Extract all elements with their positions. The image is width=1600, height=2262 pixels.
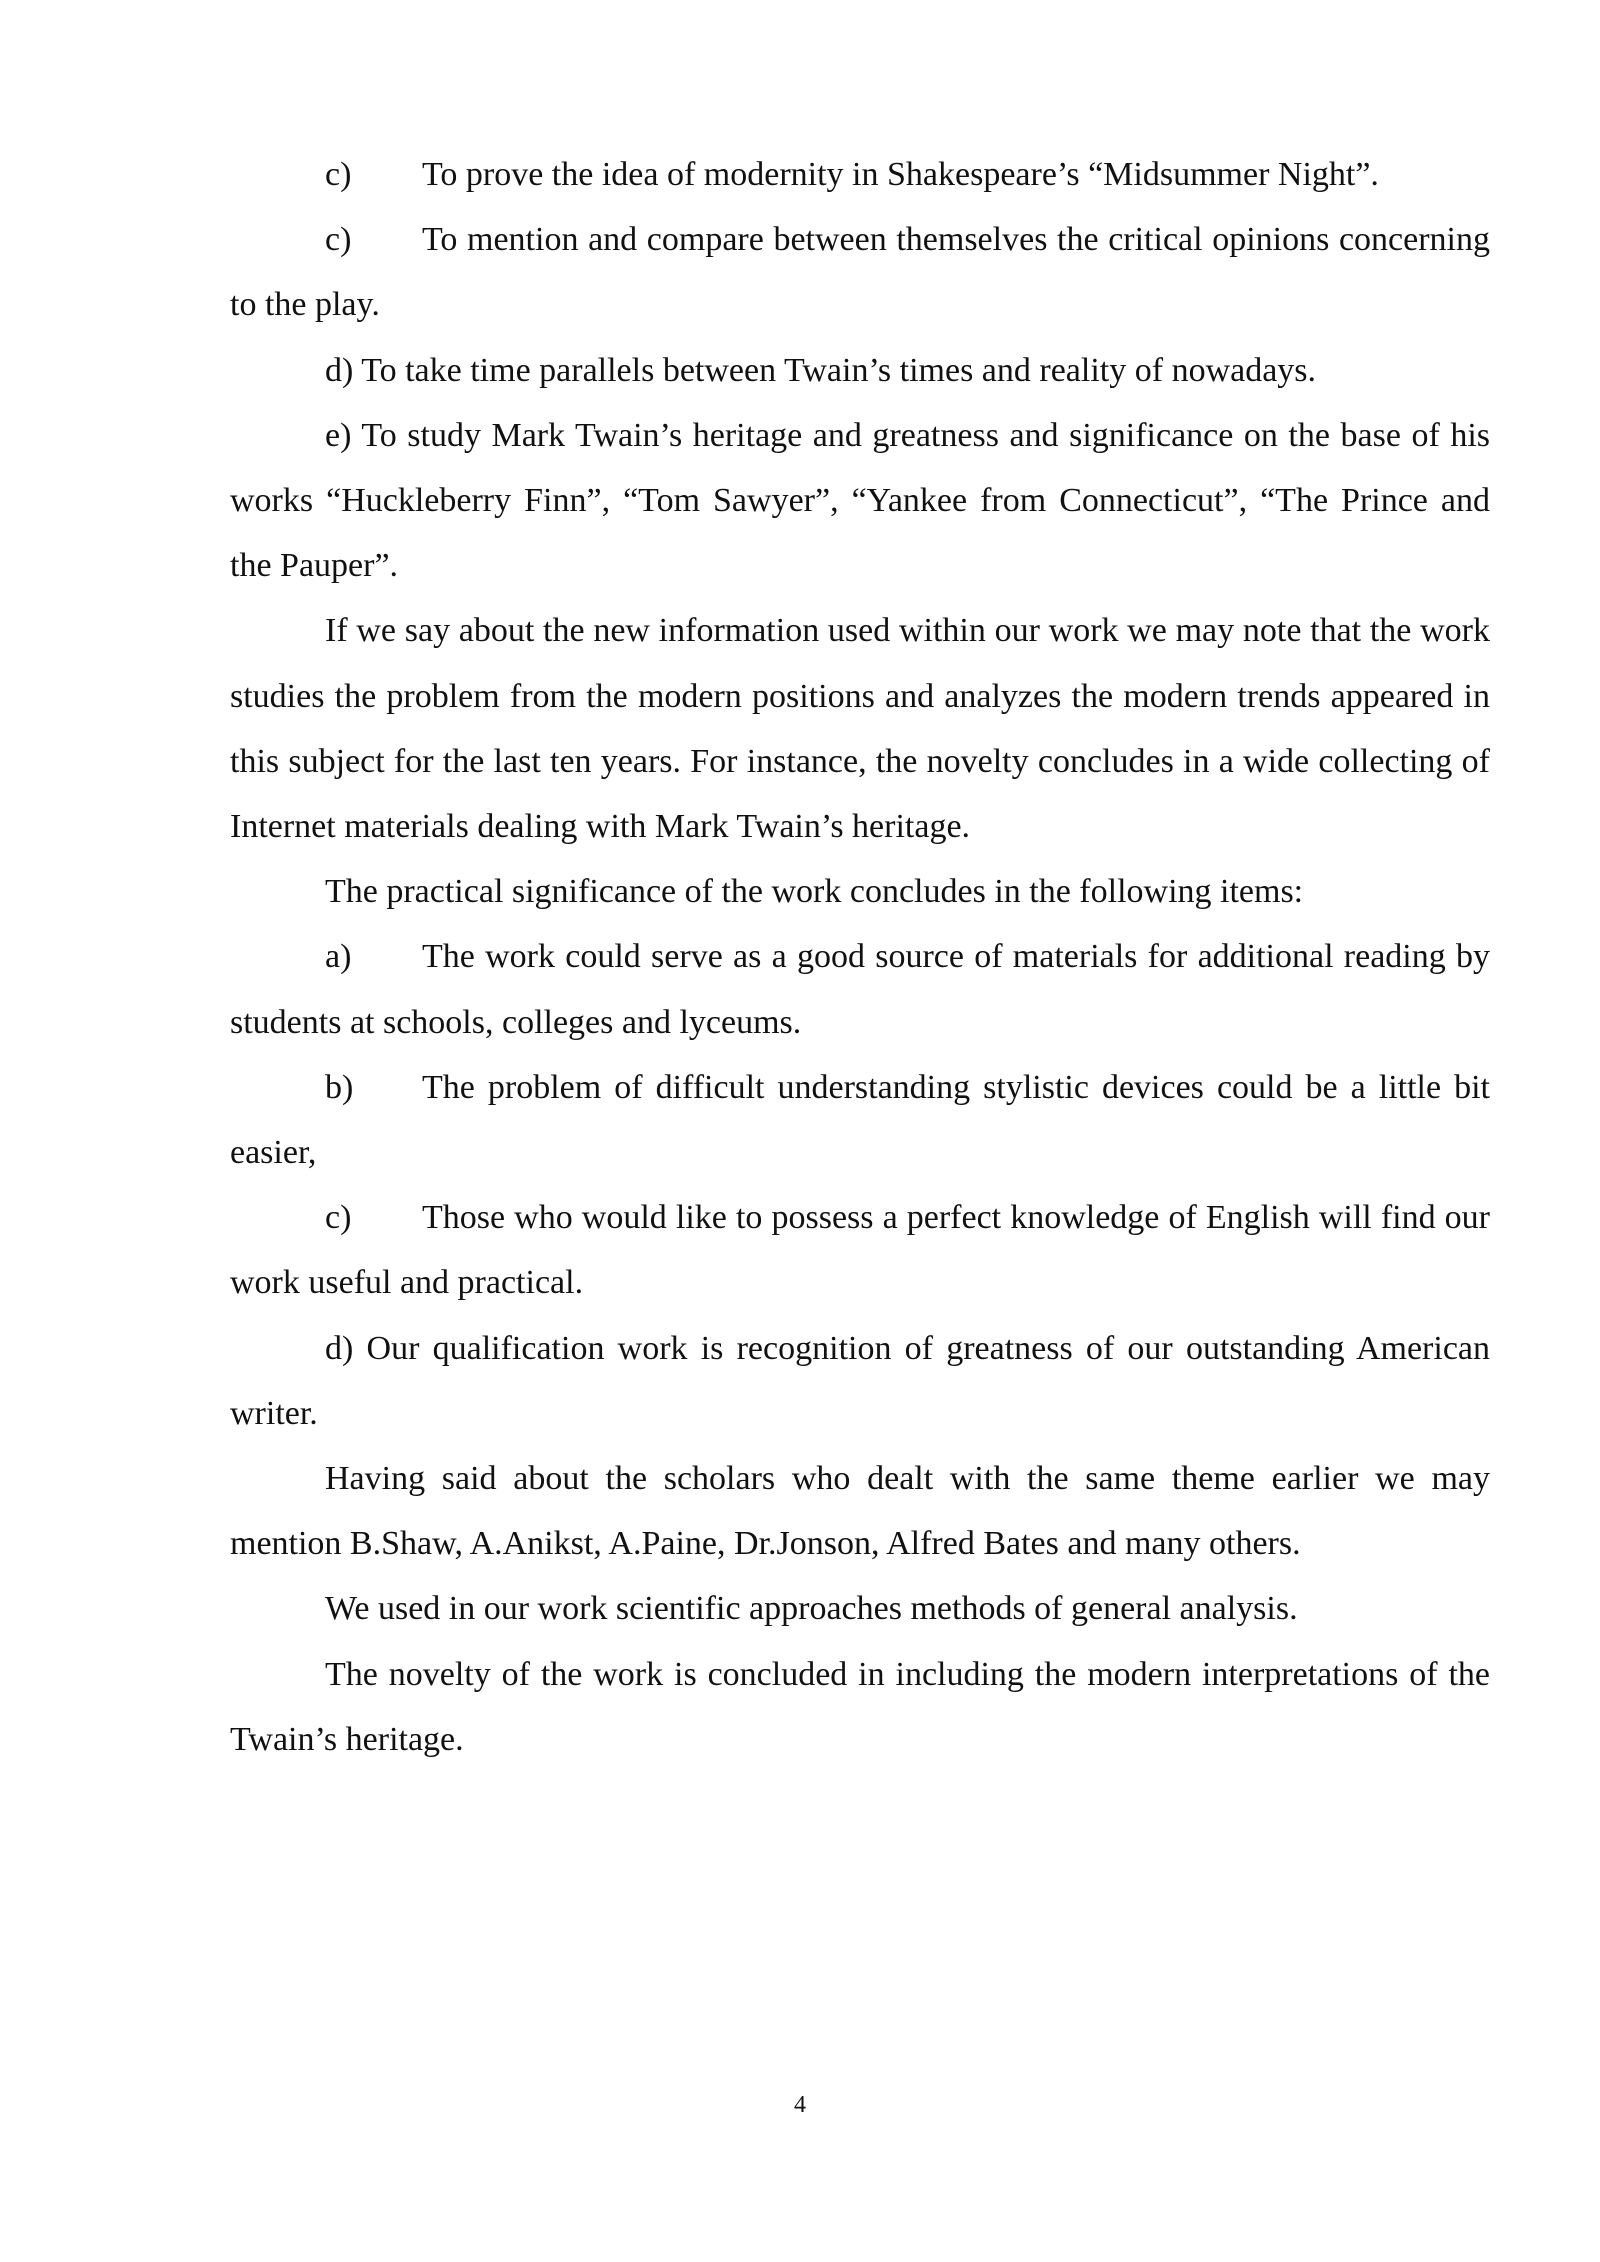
paragraph-text: Those who would like to possess a perfect knowledge of English will find our work useful and practical. xyxy=(230,1199,1490,1302)
list-marker: b) xyxy=(325,1068,354,1106)
list-item-c-knowledge-of-english xyxy=(230,1185,1490,1315)
paragraph-novelty: The novelty of the work is concluded in including the modern interpretations of the Twain’s heritage. xyxy=(230,1655,1490,1758)
paragraph-practical-significance: The practical significance of the work concludes in the following items: xyxy=(325,873,1304,911)
list-marker: c) xyxy=(325,1199,352,1237)
paragraph-text: To prove the idea of modernity in Shakespeare’s “Midsummer Night”. xyxy=(422,156,1379,193)
list-item-d-recognition: d) Our qualification work is recognition of greatness of our outstanding American writer. xyxy=(230,1329,1490,1432)
paragraph-new-information: If we say about the new information used within our work we may note that the work studies the problem from the modern positions and analyzes the modern trends appeared in this subject for the last ten years. For instance, the novelty concludes in a wide collecting of Internet materials dealing with Mark Twain’s heritage. xyxy=(230,612,1490,846)
page-number: 4 xyxy=(794,2092,806,2118)
list-item-c-critical-opinions xyxy=(230,207,1490,337)
list-marker: a) xyxy=(325,938,352,976)
body-text xyxy=(230,142,1490,1772)
paragraph-text: The work could serve as a good source of materials for additional reading by students at schools, colleges and lyceums. xyxy=(230,938,1490,1041)
paragraph-approaches: We used in our work scientific approaches methods of general analysis. xyxy=(325,1590,1298,1628)
list-item-e-study-heritage: e) To study Mark Twain’s heritage and greatness and significance on the base of his works “Huckleberry Finn”, “Tom Sawyer”, “Yankee from Connecticut”, “The Prince and the Pauper”. xyxy=(230,416,1490,585)
paragraph-text: The problem of difficult understanding stylistic devices could be a little bit easier, xyxy=(230,1068,1490,1172)
list-marker: c) xyxy=(325,156,352,193)
list-item-a-source-of-materials xyxy=(230,924,1490,1054)
paragraph-scholars: Having said about the scholars who dealt with the same theme earlier we may mention B.Shaw, A.Anikst, A.Paine, Dr.Jonson, Alfred Bates and many others. xyxy=(230,1460,1490,1563)
list-item-d-time-parallels: d) To take time parallels between Twain’s times and reality of nowadays. xyxy=(325,351,1317,389)
list-marker: c) xyxy=(325,221,352,259)
list-item-b-stylistic-devices xyxy=(230,1055,1490,1185)
list-item-c-modernity xyxy=(230,142,1490,207)
paragraph-text: To mention and compare between themselves the critical opinions concerning to the play. xyxy=(230,221,1490,324)
